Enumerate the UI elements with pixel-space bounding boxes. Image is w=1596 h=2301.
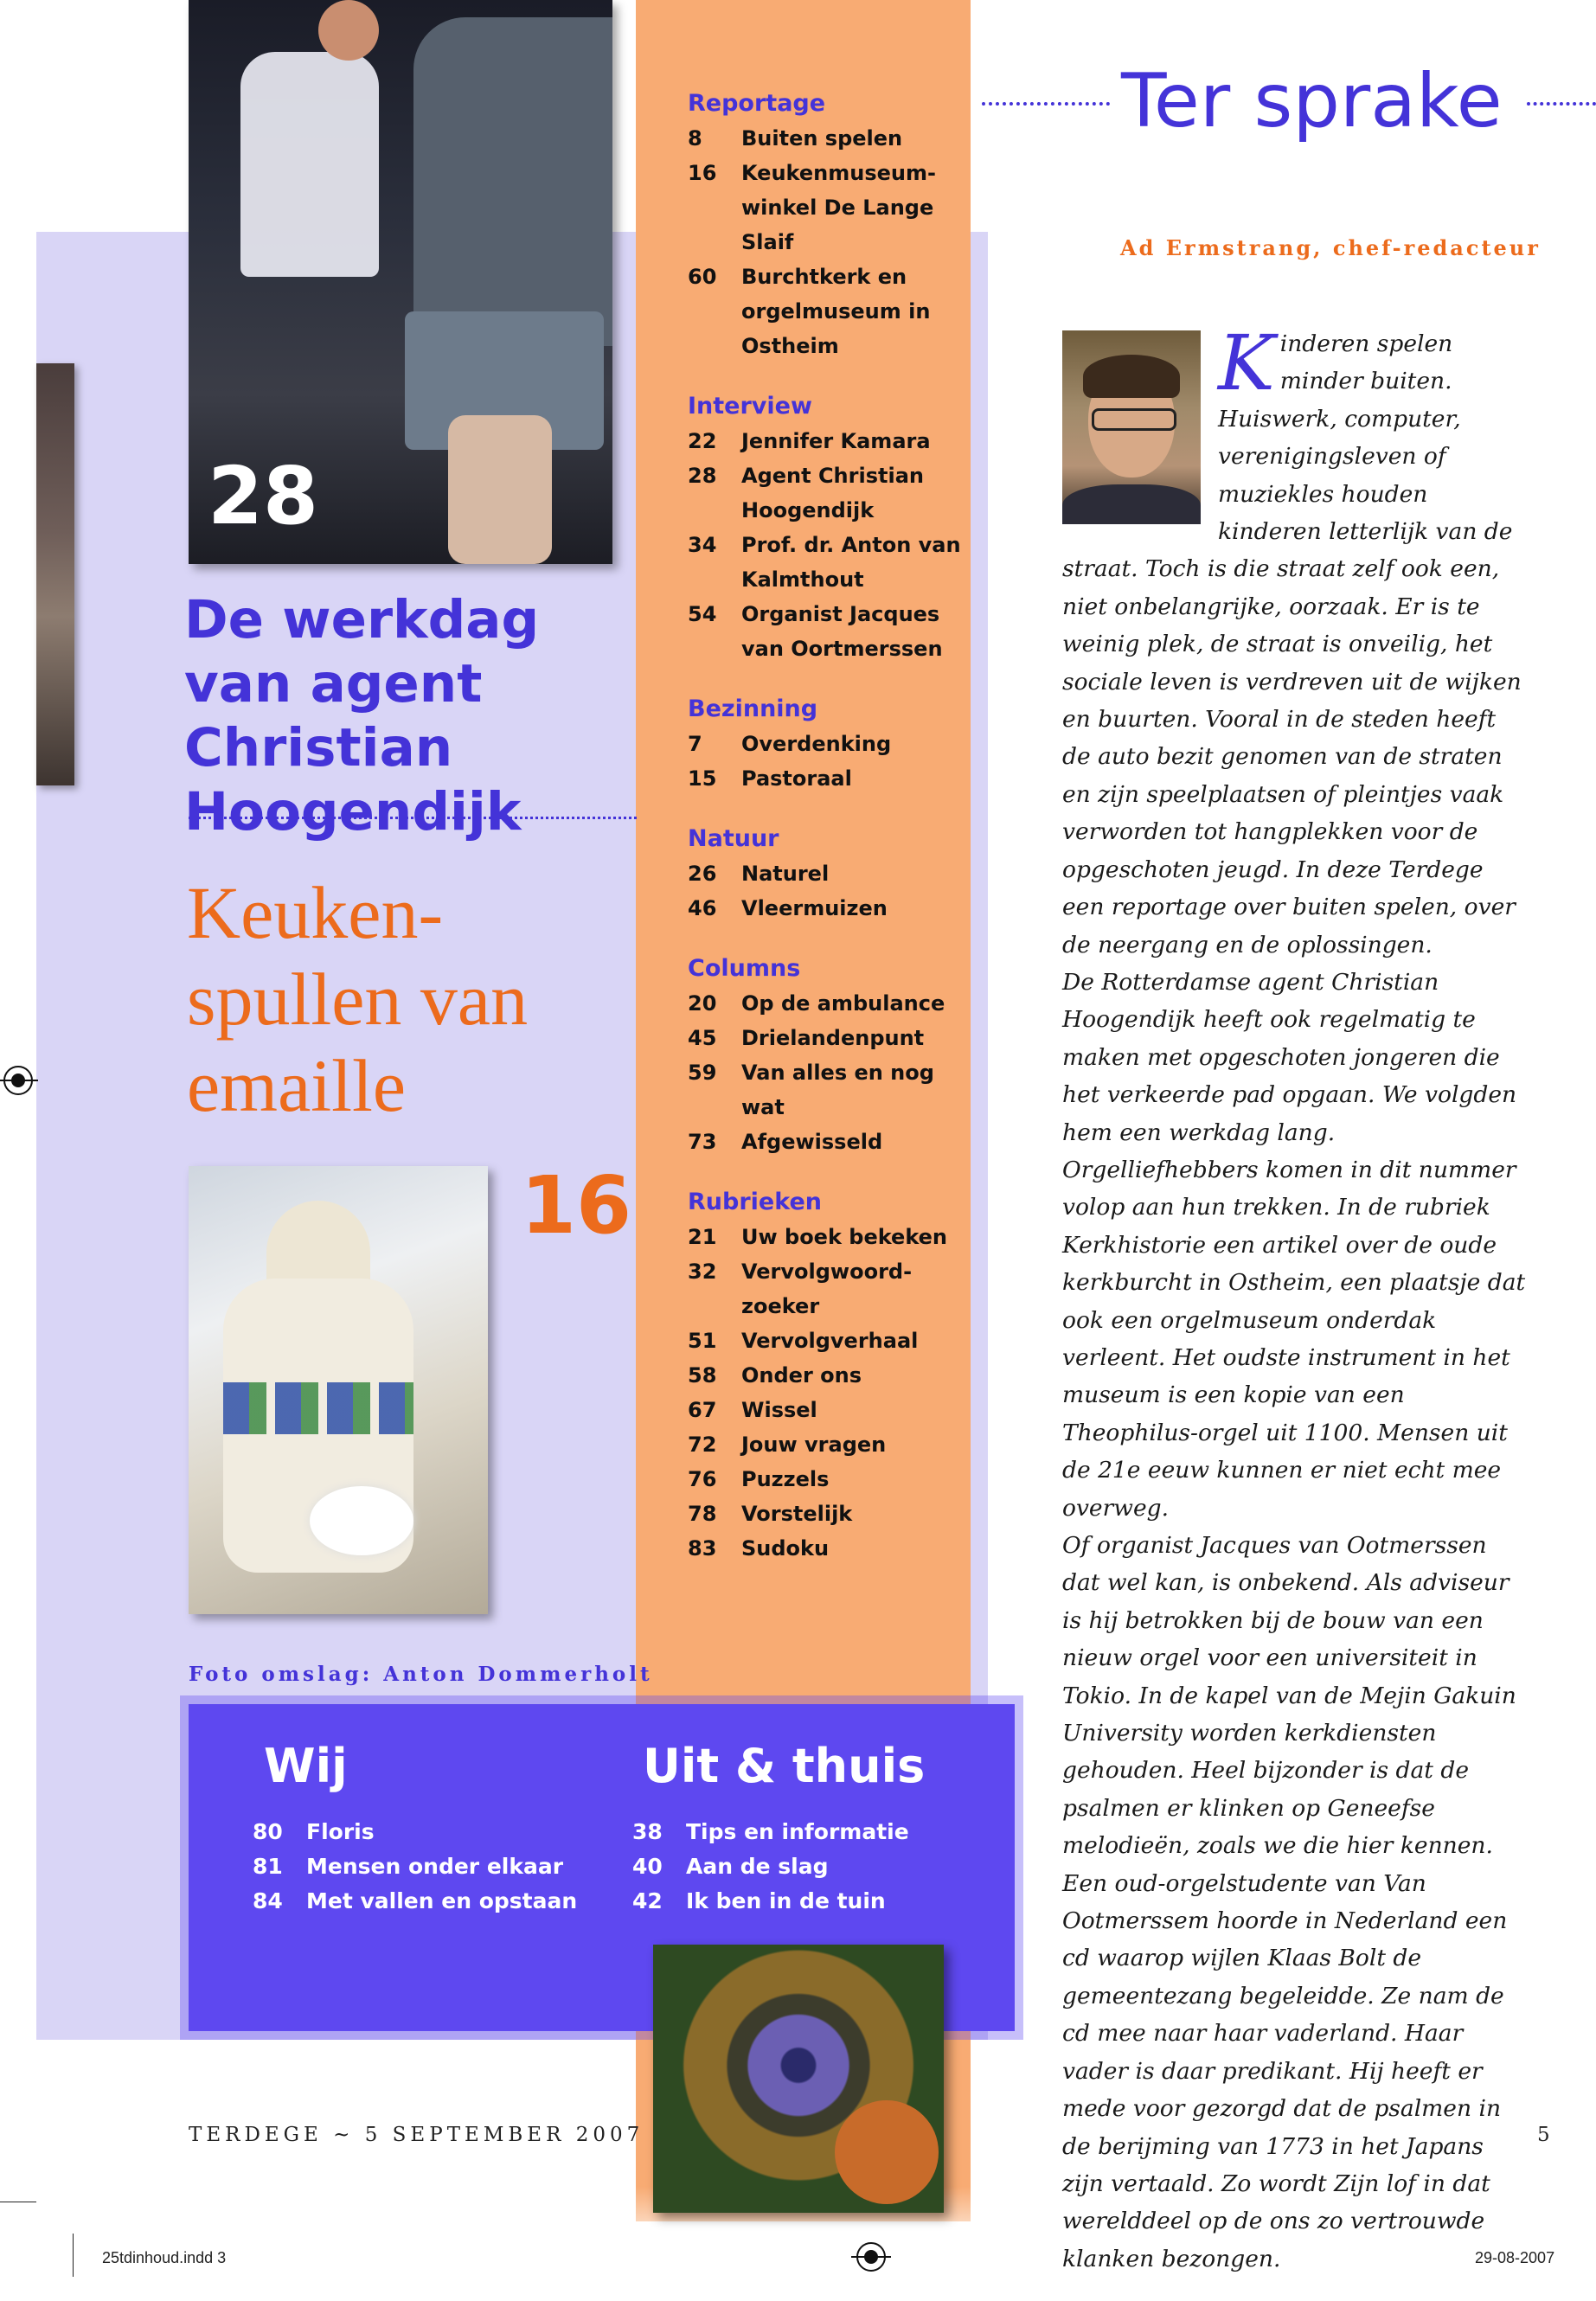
box-list-item[interactable] [253, 1815, 581, 1849]
man-leg [448, 415, 552, 564]
dotted-divider [189, 817, 637, 819]
toc-item-title: Onder ons [741, 1363, 862, 1388]
slug-filename: 25tdinhoud.indd 3 [102, 2249, 227, 2266]
toc-item[interactable] [688, 1254, 965, 1324]
toc-item-title: Buiten spelen [741, 126, 903, 151]
toc-item[interactable] [688, 1055, 965, 1125]
toc-item-page: 78 [688, 1502, 717, 1526]
editorial-article [1062, 318, 1529, 2278]
toc-item[interactable] [688, 1393, 965, 1427]
keuken-feature-page-number: 16 [521, 1159, 632, 1252]
toc-item-title: Jouw vragen [741, 1433, 887, 1457]
keuken-feature-headline[interactable]: Keuken-spullen van emaille [187, 871, 529, 1127]
portrait-spacer [1062, 325, 1218, 526]
editorial-title: Ter sprake [1121, 58, 1503, 144]
toc-item-page: 7 [688, 732, 702, 756]
toc-item-title: Drielandenpunt [741, 1026, 925, 1050]
agent-head [318, 0, 379, 61]
toc-item[interactable] [688, 1125, 965, 1159]
man-figure [413, 17, 612, 346]
toc-section-heading: Columns [688, 955, 801, 982]
toc-item-title: Jennifer Kamara [741, 429, 931, 453]
article-paragraph-4: Of organist Jacques van Ootmerssen dat wel kan, is onbekend. Als adviseur is hij betrokken bij de bouw van een nieuw orgel voor een universiteit in Tokio. In de kapel van de Mejin Gakuin University worden kerkdiensten gehouden. Heel bijzonder is dat de psalmen er klinken op Geneefse melodieën, zoals we die hier kennen. Een oud-orgelstudente van Van Ootmerssem hoorde in Nederland een cd waarop wijlen Klaas Bolt de gemeentezang begeleidde. Ze nam de cd mee naar haar vaderland. Haar vader is daar predikant. Hij heeft er mede voor gezorgd dat de psalmen in de berijming van 1773 in het Japans zijn vertaald. Zo wordt Zijn lof in dat werelddeel op de ons zo vertrouwde klanken bezongen. [1062, 1532, 1516, 2272]
agent-photo [189, 0, 612, 564]
box-list-item-title: Ik ben in de tuin [686, 1888, 886, 1913]
toc-section-heading: Interview [688, 393, 812, 420]
box-list-item[interactable] [632, 1884, 961, 1919]
toc-item-page: 34 [688, 533, 717, 557]
box-list-item-page: 40 [632, 1854, 663, 1879]
toc-item-title: Naturel [741, 862, 830, 886]
agent-figure [240, 52, 379, 277]
agent-feature-page-number: 28 [208, 450, 319, 542]
fruit [835, 2100, 939, 2204]
box-list-item-title: Tips en informatie [686, 1819, 909, 1844]
toc-item[interactable] [688, 1021, 965, 1055]
title-dots-left [982, 102, 1110, 106]
toc-item-title: Afgewisseld [741, 1130, 883, 1154]
enamel-coffeepot-photo [189, 1166, 488, 1614]
toc-item[interactable] [688, 1358, 965, 1393]
toc-item-title: Sudoku [741, 1536, 830, 1561]
uit-thuis-list [632, 1815, 961, 1919]
toc-item-page: 83 [688, 1536, 717, 1561]
toc-item-page: 26 [688, 862, 717, 886]
toc-item-title: Wissel [741, 1398, 817, 1422]
toc-item-page: 76 [688, 1467, 717, 1491]
toc-section [688, 952, 965, 1159]
article-paragraph-2: De Rotterdamse agent Christian Hoogendijk heeft ook regelmatig te maken met opgeschoten jongeren die het verkeerde pad opgaan. We volgden hem een werkdag lang. [1062, 968, 1517, 1146]
toc-item-page: 58 [688, 1363, 717, 1388]
toc-item-title: Organist Jacques van Oortmerssen [741, 602, 943, 661]
toc-item[interactable] [688, 121, 965, 156]
toc-item-title: Agent Christian Hoogendijk [741, 464, 924, 522]
toc-section-heading: Bezinning [688, 695, 818, 722]
toc-item-page: 20 [688, 991, 717, 1016]
toc-item-page: 51 [688, 1329, 717, 1353]
toc-item-title: Keukenmuseum-winkel De Lange Slaif [741, 161, 936, 254]
toc-item[interactable] [688, 458, 965, 528]
toc-item-page: 28 [688, 464, 717, 488]
toc-item[interactable] [688, 260, 965, 363]
mop-head [310, 1486, 413, 1555]
page-number: 5 [1537, 2124, 1550, 2146]
toc-section [688, 692, 965, 796]
box-list-item[interactable] [632, 1815, 961, 1849]
toc-item-page: 72 [688, 1433, 717, 1457]
toc-item[interactable] [688, 1427, 965, 1462]
wij-heading: Wij [264, 1739, 348, 1793]
toc-section-heading: Reportage [688, 90, 826, 117]
wij-list [253, 1815, 581, 1919]
toc-item[interactable] [688, 156, 965, 260]
article-paragraph-3: Orgelliefhebbers komen in dit nummer volop aan hun trekken. In de rubriek Kerkhistorie een artikel over de oude kerkburcht in Ostheim, een plaatsje dat ook een orgelmuseum onderdak verleent. Het oudste instrument in het museum is een kopie van een Theophilus-orgel uit 1100. Mensen uit de 21e eeuw kunnen er niet echt mee overweg. [1062, 1156, 1526, 1522]
toc-item[interactable] [688, 1220, 965, 1254]
box-list-item-page: 42 [632, 1888, 663, 1913]
toc-item[interactable] [688, 1497, 965, 1531]
box-list-item[interactable] [253, 1849, 581, 1884]
toc-item-title: Van alles en nog wat [741, 1061, 934, 1119]
toc-item-title: Overdenking [741, 732, 892, 756]
box-list-item-title: Floris [306, 1819, 375, 1844]
toc-item-page: 60 [688, 265, 717, 289]
toc-item-title: Burchtkerk en orgelmuseum in Ostheim [741, 265, 931, 358]
toc-item-title: Vervolgverhaal [741, 1329, 919, 1353]
toc-item-page: 46 [688, 896, 717, 920]
toc-section-heading: Natuur [688, 825, 779, 852]
box-list-item-page: 81 [253, 1854, 283, 1879]
box-list-item-page: 84 [253, 1888, 283, 1913]
toc-item-title: Vorstelijk [741, 1502, 853, 1526]
toc-item[interactable] [688, 424, 965, 458]
toc-item-page: 73 [688, 1130, 717, 1154]
agent-feature-headline[interactable]: De werkdag van agent Christian Hoogendijk [184, 589, 540, 843]
drop-cap: K [1218, 318, 1275, 407]
toc-item-title: Op de ambulance [741, 991, 945, 1016]
crop-mark-vertical [73, 2234, 74, 2277]
magazine-footer: TERDEGE ~ 5 SEPTEMBER 2007 [189, 2124, 644, 2146]
box-list-item-title: Mensen onder elkaar [306, 1854, 564, 1879]
box-list-item-page: 38 [632, 1819, 663, 1844]
table-of-contents [688, 87, 965, 1592]
cover-photo-edge [36, 363, 74, 785]
registration-mark-icon [856, 2242, 886, 2272]
article-paragraph-1-text: inderen spelen minder buiten. Huiswerk, computer, verenigingsleven of muziekles houden kinderen letterlijk van de straat. Toch is die straat zelf ook een, niet onbelangrijke, oorzaak. Er is te weinig plek, de straat is onveilig, het sociale leven is verdreven uit de wijken en buurten. Vooral in de steden heeft de auto bezit genomen van de straten en zijn speelplaatsen of pleintjes vaak verworden tot hangplekken voor de opgeschoten jeugd. In deze Terdege een reportage over buiten spelen, over de neergang en de oplossingen. [1062, 330, 1522, 958]
toc-item[interactable] [688, 856, 965, 891]
box-list-item-title: Met vallen en opstaan [306, 1888, 578, 1913]
box-list-item-title: Aan de slag [686, 1854, 829, 1879]
toc-item-title: Vleermuizen [741, 896, 888, 920]
box-list-item-page: 80 [253, 1819, 283, 1844]
toc-item[interactable] [688, 727, 965, 761]
toc-item[interactable] [688, 986, 965, 1021]
pot-grape-pattern [223, 1382, 413, 1434]
box-list-item[interactable] [632, 1849, 961, 1884]
toc-item-page: 59 [688, 1061, 717, 1085]
toc-item-title: Uw boek bekeken [741, 1225, 948, 1249]
title-dots-right [1527, 102, 1596, 106]
toc-item-title: Vervolgwoord-zoeker [741, 1259, 913, 1318]
uit-thuis-heading: Uit & thuis [643, 1739, 926, 1793]
box-list-item[interactable] [253, 1884, 581, 1919]
toc-section [688, 389, 965, 666]
toc-item-page: 16 [688, 161, 717, 185]
toc-item[interactable] [688, 1531, 965, 1566]
toc-item-page: 45 [688, 1026, 717, 1050]
toc-item-page: 32 [688, 1259, 717, 1284]
slug-date: 29-08-2007 [1475, 2249, 1555, 2266]
toc-item-page: 15 [688, 766, 717, 791]
toc-section-heading: Rubrieken [688, 1189, 822, 1215]
toc-item[interactable] [688, 1462, 965, 1497]
toc-section [688, 87, 965, 363]
toc-item[interactable] [688, 528, 965, 597]
registration-mark-icon [3, 1066, 33, 1095]
toc-item-page: 22 [688, 429, 717, 453]
toc-item-page: 8 [688, 126, 702, 151]
toc-item[interactable] [688, 761, 965, 796]
toc-section [688, 822, 965, 926]
toc-item-page: 54 [688, 602, 717, 626]
toc-item-title: Pastoraal [741, 766, 852, 791]
toc-item-title: Prof. dr. Anton van Kalmthout [741, 533, 961, 592]
toc-item-page: 67 [688, 1398, 717, 1422]
toc-item-page: 21 [688, 1225, 717, 1249]
toc-item[interactable] [688, 1324, 965, 1358]
toc-section [688, 1185, 965, 1566]
toc-item[interactable] [688, 597, 965, 666]
editorial-byline: Ad Ermstrang, chef-redacteur [1120, 235, 1541, 260]
toc-item-title: Puzzels [741, 1467, 830, 1491]
passion-flower-photo [653, 1945, 944, 2213]
cover-photo-credit: Foto omslag: Anton Dommerholt [189, 1663, 653, 1686]
toc-item[interactable] [688, 891, 965, 926]
